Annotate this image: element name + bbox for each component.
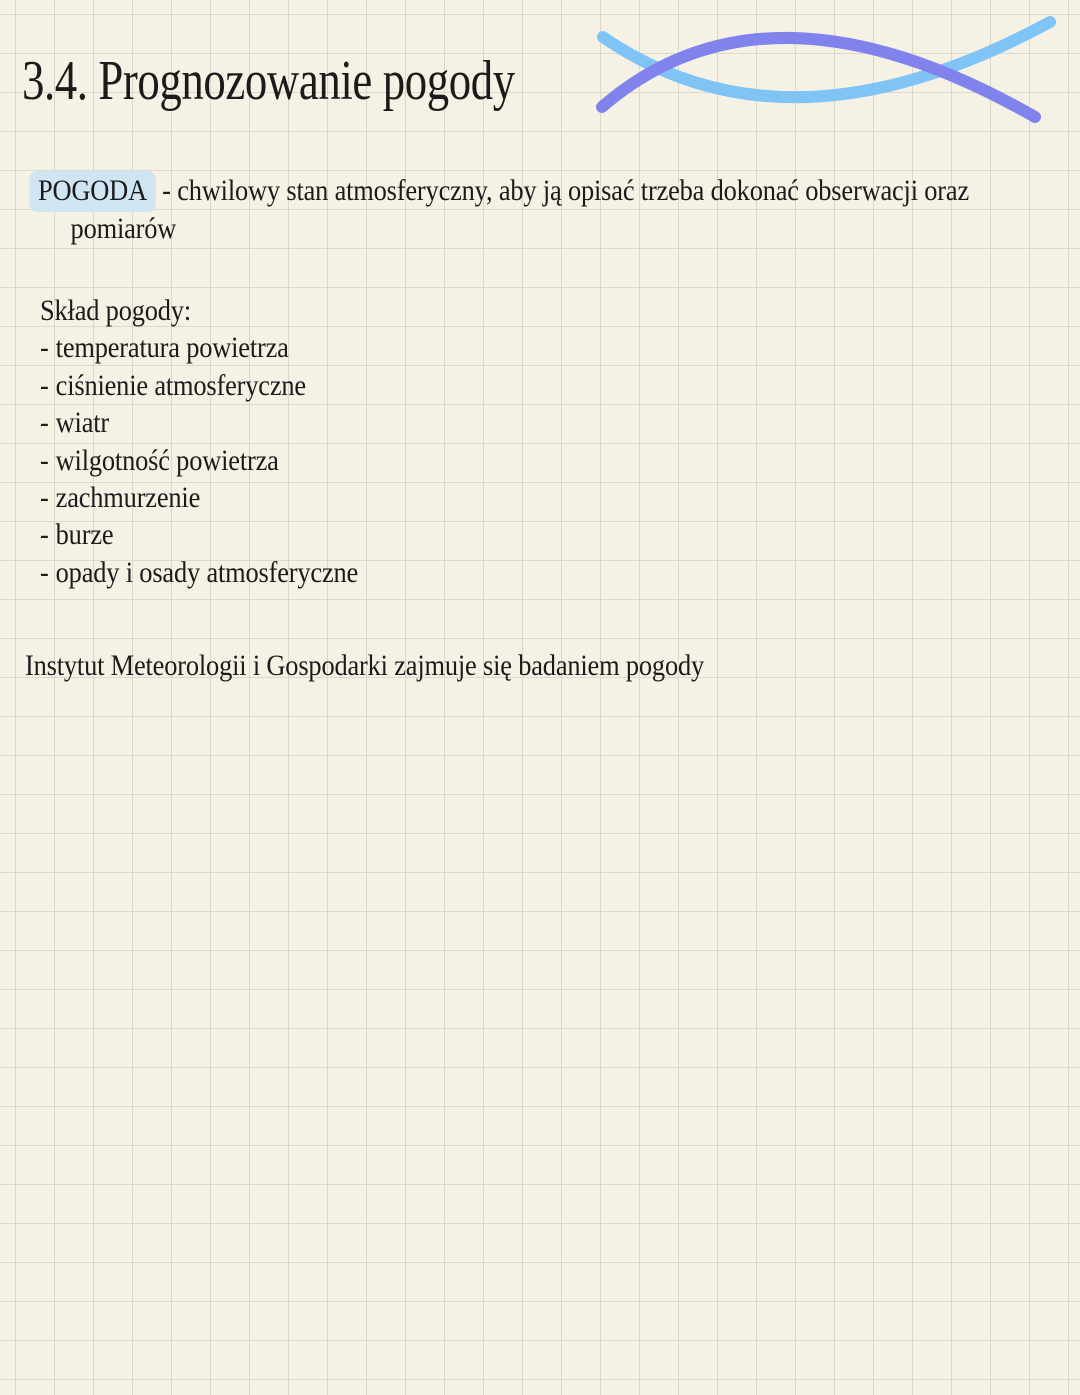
list-item-label: zachmurzenie (55, 481, 201, 515)
list-item-label: wilgotność powietrza (55, 443, 279, 477)
swoosh-decoration (593, 8, 1063, 133)
definition-line2: pomiarów (70, 212, 177, 245)
list-item (40, 404, 358, 441)
list-item (40, 367, 358, 404)
list-item-label: wiatr (55, 406, 110, 440)
definition-text: - chwilowy stan atmosferyczny, aby ją opisać trzeba dokonać obserwacji oraz (155, 174, 970, 207)
list-heading: Skład pogody: (40, 294, 191, 327)
list-item-label: temperatura powietrza (55, 331, 289, 365)
list-bullet: - (40, 518, 49, 552)
list-bullet: - (40, 555, 49, 589)
list-bullet: - (40, 406, 49, 440)
weather-components-list (40, 292, 358, 591)
list-item (40, 442, 358, 479)
list-item-label: opady i osady atmosferyczne (55, 555, 359, 589)
list-item-label: ciśnienie atmosferyczne (55, 368, 306, 402)
list-item-label: burze (55, 518, 114, 552)
list-bullet: - (40, 368, 49, 402)
list-bullet: - (40, 443, 49, 477)
list-item (40, 516, 358, 553)
list-item (40, 554, 358, 591)
list-bullet: - (40, 481, 49, 515)
list-bullet: - (40, 331, 49, 365)
institute-note: Instytut Meteorologii i Gospodarki zajmuje się badaniem pogody (25, 649, 705, 682)
list-item (40, 479, 358, 516)
list-item (40, 329, 358, 366)
page-title: 3.4. Prognozowanie pogody (22, 50, 515, 112)
definition-paragraph (38, 172, 969, 248)
definition-line1 (38, 172, 969, 210)
highlighted-term: POGODA (29, 171, 156, 212)
